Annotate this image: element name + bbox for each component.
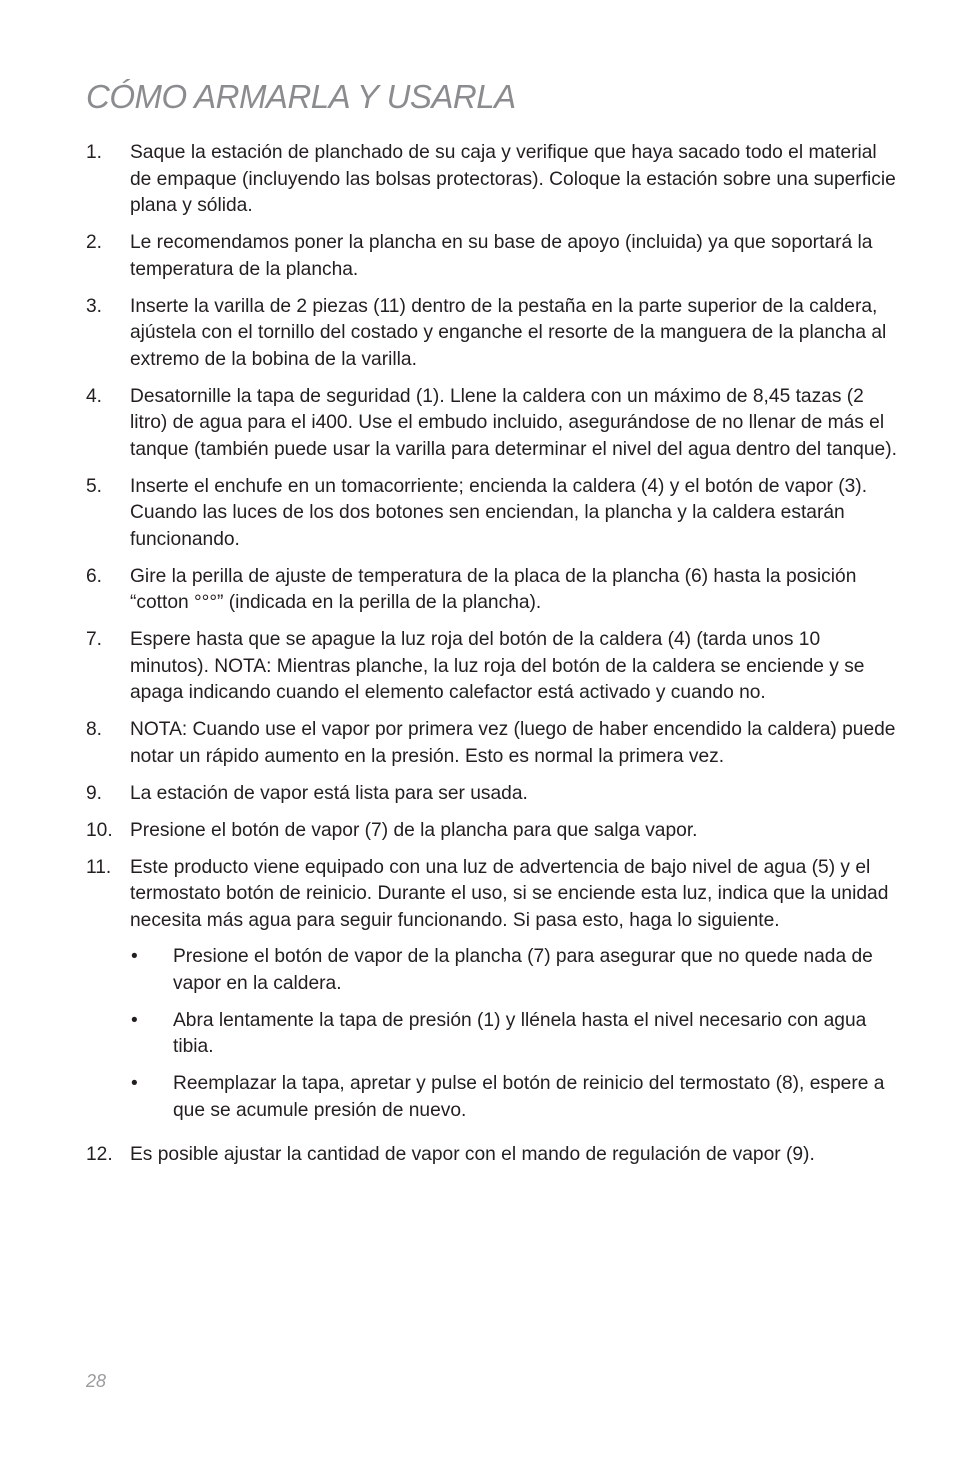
- step-text: Saque la estación de planchado de su caja y verifique que haya sacado todo el material de empaque (incluyendo las bolsas protectoras). Coloque la estación sobre una superficie plana y sólida.: [130, 142, 896, 216]
- bullet-icon: •: [131, 1073, 138, 1094]
- step-text: Es posible ajustar la cantidad de vapor con el mando de regulación de vapor (9).: [130, 1144, 815, 1165]
- step-2: [86, 230, 901, 283]
- step-text: La estación de vapor está lista para ser usada.: [130, 782, 528, 804]
- step-1: [86, 140, 901, 220]
- sub-step-2: [130, 1008, 901, 1061]
- step-text: NOTA: Cuando use el vapor por primera vez (luego de haber encendido la caldera) puede notar un rápido aumento en la presión. Esto es normal la primera vez.: [130, 719, 896, 767]
- step-number: 6.: [86, 565, 103, 587]
- instruction-list: [86, 140, 901, 1179]
- step-number: 7.: [86, 629, 103, 650]
- bullet-icon: •: [131, 1009, 138, 1031]
- step-number: 9.: [86, 782, 103, 804]
- step-number: 3.: [86, 295, 103, 317]
- step-number: 1.: [86, 142, 103, 163]
- sub-step-3: [130, 1071, 901, 1124]
- step-8: [86, 717, 901, 770]
- step-11: [86, 855, 901, 1125]
- sub-step-text: Abra lentamente la tapa de presión (1) y llénela hasta el nivel necesario con agua tibia.: [173, 1009, 867, 1057]
- step-text: Presione el botón de vapor (7) de la plancha para que salga vapor.: [130, 819, 698, 841]
- sub-step-text: Reemplazar la tapa, apretar y pulse el botón de reinicio del termostato (8), espere a que se acumule presión de nuevo.: [173, 1073, 885, 1121]
- page-number: 28: [86, 1371, 107, 1391]
- step-number: 12.: [86, 1144, 113, 1165]
- step-5: [86, 474, 901, 554]
- step-text: Le recomendamos poner la plancha en su base de apoyo (incluida) ya que soportará la temperatura de la plancha.: [130, 232, 873, 280]
- step-text: Espere hasta que se apague la luz roja del botón de la caldera (4) (tarda unos 10 minutos). NOTA: Mientras planche, la luz roja del botón de la caldera se enciende y se apaga indicando cuando el elemento calefactor está activado y cuando no.: [130, 629, 865, 703]
- step-text: Desatornille la tapa de seguridad (1). Llene la caldera con un máximo de 8,45 tazas (2 litro) de agua para el i400. Use el embudo incluido, asegurándose de no llenar de más el tanque (también puede usar la varilla para determinar el nivel del agua dentro del tanque).: [130, 385, 897, 460]
- step-9: [86, 781, 901, 808]
- sub-step-list: [130, 944, 901, 1124]
- step-10: [86, 818, 901, 845]
- sub-step-text: Presione el botón de vapor de la plancha (7) para asegurar que no quede nada de vapor en la caldera.: [173, 946, 873, 994]
- step-number: 4.: [86, 385, 103, 407]
- sub-step-1: [130, 944, 901, 997]
- step-12: [86, 1142, 901, 1169]
- step-3: [86, 294, 901, 374]
- step-number: 8.: [86, 719, 103, 740]
- step-text: Gire la perilla de ajuste de temperatura de la placa de la plancha (6) hasta la posición “cotton °°°” (indicada en la perilla de la plancha).: [130, 565, 857, 613]
- step-7: [86, 627, 901, 707]
- bullet-icon: •: [131, 946, 138, 967]
- page-title: CÓMO ARMARLA Y USARLA: [86, 78, 516, 115]
- step-number: 11.: [86, 856, 112, 878]
- step-text: Este producto viene equipado con una luz de advertencia de bajo nivel de agua (5) y el termostato botón de reinicio. Durante el uso, si se enciende esta luz, indica que la unidad necesita más agua para seguir funcionando. Si pasa esto, haga lo siguiente.: [130, 856, 889, 931]
- step-6: [86, 564, 901, 617]
- step-number: 5.: [86, 475, 103, 497]
- step-number: 10.: [86, 819, 113, 841]
- step-text: Inserte la varilla de 2 piezas (11) dentro de la pestaña en la parte superior de la caldera, ajústela con el tornillo del costado y enganche el resorte de la manguera de la plancha al extremo de la bobina de la varilla.: [130, 295, 887, 370]
- step-text: Inserte el enchufe en un tomacorriente; encienda la caldera (4) y el botón de vapor (3). Cuando las luces de los dos botones sen enciendan, la plancha y la caldera estarán funcionando.: [130, 475, 868, 550]
- step-number: 2.: [86, 232, 103, 253]
- step-4: [86, 384, 901, 464]
